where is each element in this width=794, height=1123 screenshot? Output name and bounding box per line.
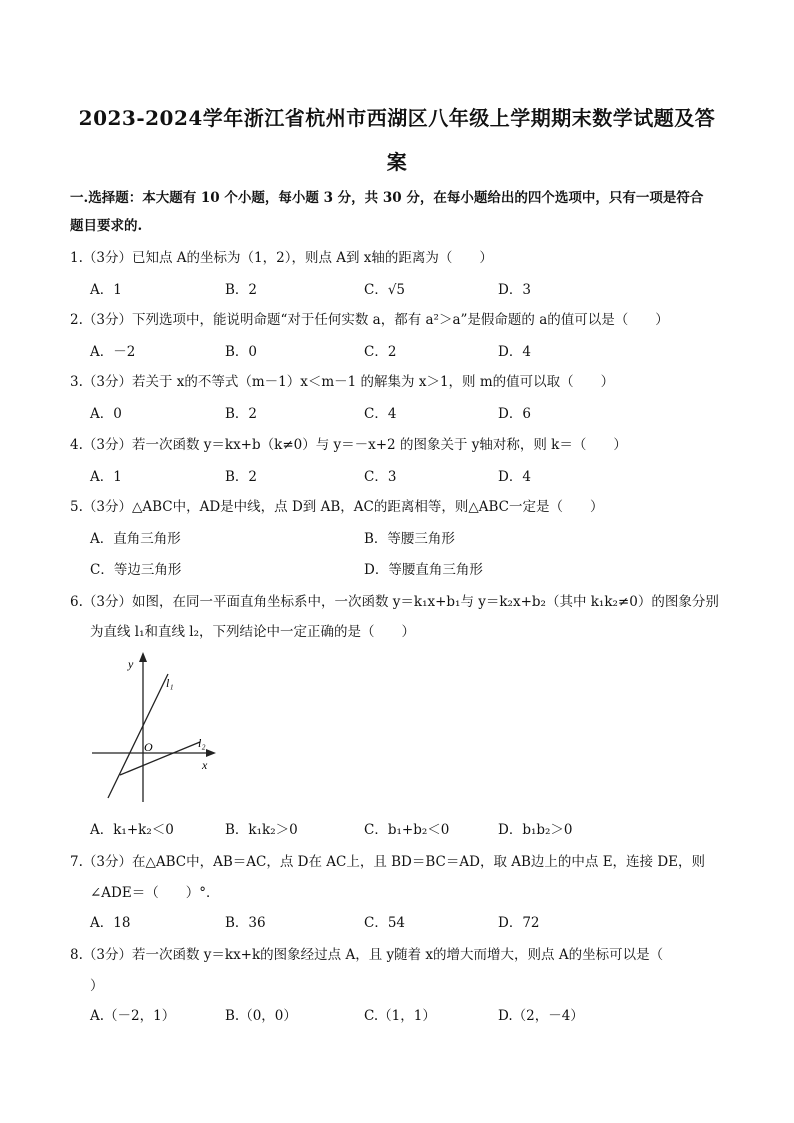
section-line-2: 题目要求的.	[70, 218, 143, 234]
l1-label: l₁	[166, 676, 174, 690]
question-3-stem: 3.（3分）若关于 x的不等式（m－1）x＜m－1 的解集为 x＞1，则 m的值可以取（ ）	[70, 374, 615, 390]
option-b[interactable]: B．36	[225, 915, 266, 931]
question-6-stem-line-2: 为直线 l₁和直线 l₂，下列结论中一定正确的是（ ）	[90, 624, 416, 640]
option-d[interactable]: D．6	[498, 406, 531, 422]
option-c[interactable]: C．3	[364, 469, 397, 485]
option-a[interactable]: A．0	[90, 406, 122, 422]
option-d[interactable]: D．72	[498, 915, 540, 931]
option-a[interactable]: A．－2	[90, 344, 136, 360]
question-6-stem-line-1: 6.（3分）如图，在同一平面直角坐标系中，一次函数 y＝k₁x+b₁与 y＝k₂x+b₂（其中 k₁k₂≠0）的图象分别	[70, 594, 719, 610]
option-a[interactable]: A．1	[90, 469, 122, 485]
option-b[interactable]: B.（0，0）	[225, 1008, 297, 1024]
option-a[interactable]: A．18	[90, 915, 131, 931]
option-c[interactable]: C.（1，1）	[364, 1008, 436, 1024]
option-d[interactable]: D．3	[498, 282, 531, 298]
y-label: y	[128, 657, 134, 671]
question-5-stem: 5.（3分）△ABC中，AD是中线，点 D到 AB，AC的距离相等，则△ABC一定是（ ）	[70, 499, 604, 515]
section-line-1: 一.选择题：本大题有 10 个小题，每小题 3 分，共 30 分，在每小题给出的四个选项中，只有一项是符合	[70, 190, 704, 206]
y-axis-arrow	[139, 652, 147, 662]
page-title	[70, 96, 724, 184]
option-d[interactable]: D．4	[498, 469, 531, 485]
option-d[interactable]: D．4	[498, 344, 531, 360]
option-c[interactable]: C．b₁+b₂＜0	[364, 822, 450, 838]
option-b[interactable]: B．k₁k₂＞0	[225, 822, 298, 838]
option-a[interactable]: A.（－2，1）	[90, 1008, 176, 1024]
question-8-stem-line-2: ）	[90, 978, 104, 994]
question-4-stem: 4.（3分）若一次函数 y＝kx+b（k≠0）与 y＝－x+2 的图象关于 y轴对称，则 k＝（ ）	[70, 437, 627, 453]
option-d[interactable]: D．等腰直角三角形	[364, 562, 483, 578]
question-7-stem-line-2: ∠ADE＝（ ）°．	[90, 885, 220, 901]
question-8-stem-line-1: 8.（3分）若一次函数 y＝kx+k的图象经过点 A，且 y随着 x的增大而增大，则点 A的坐标可以是（	[70, 947, 664, 963]
x-axis-arrow	[206, 749, 216, 757]
title-line-2: 案	[386, 150, 408, 174]
question-7-stem-line-1: 7.（3分）在△ABC中，AB＝AC，点 D在 AC上，且 BD＝BC＝AD，取 AB边上的中点 E，连接 DE，则	[70, 854, 706, 870]
option-b[interactable]: B．等腰三角形	[364, 531, 455, 547]
option-c[interactable]: C．54	[364, 915, 406, 931]
section-heading	[70, 184, 724, 240]
origin-label: O	[144, 740, 153, 754]
question-1-stem: 1.（3分）已知点 A的坐标为（1，2），则点 A到 x轴的距离为（ ）	[70, 250, 493, 266]
question-2-stem: 2.（3分）下列选项中，能说明命题“对于任何实数 a，都有 a²＞a”是假命题的 a的值可以是（ ）	[70, 312, 669, 328]
option-b[interactable]: B．2	[225, 406, 258, 422]
option-c[interactable]: C．2	[364, 344, 397, 360]
option-a[interactable]: A．直角三角形	[90, 531, 181, 547]
title-line-1: 2023-2024学年浙江省杭州市西湖区八年级上学期期末数学试题及答	[78, 106, 716, 130]
option-a[interactable]: A．1	[90, 282, 122, 298]
option-b[interactable]: B．0	[225, 344, 258, 360]
option-b[interactable]: B．2	[225, 282, 258, 298]
option-a[interactable]: A．k₁+k₂＜0	[90, 822, 174, 838]
option-b[interactable]: B．2	[225, 469, 258, 485]
question-6-figure	[88, 650, 228, 810]
option-c[interactable]: C．等边三角形	[90, 562, 182, 578]
option-c[interactable]: C．√5	[364, 282, 406, 298]
x-label: x	[202, 758, 208, 772]
option-c[interactable]: C．4	[364, 406, 397, 422]
line-l1	[108, 674, 168, 798]
option-d[interactable]: D．b₁b₂＞0	[498, 822, 573, 838]
option-d[interactable]: D.（2，－4）	[498, 1008, 584, 1024]
l2-label: l₂	[198, 736, 206, 750]
